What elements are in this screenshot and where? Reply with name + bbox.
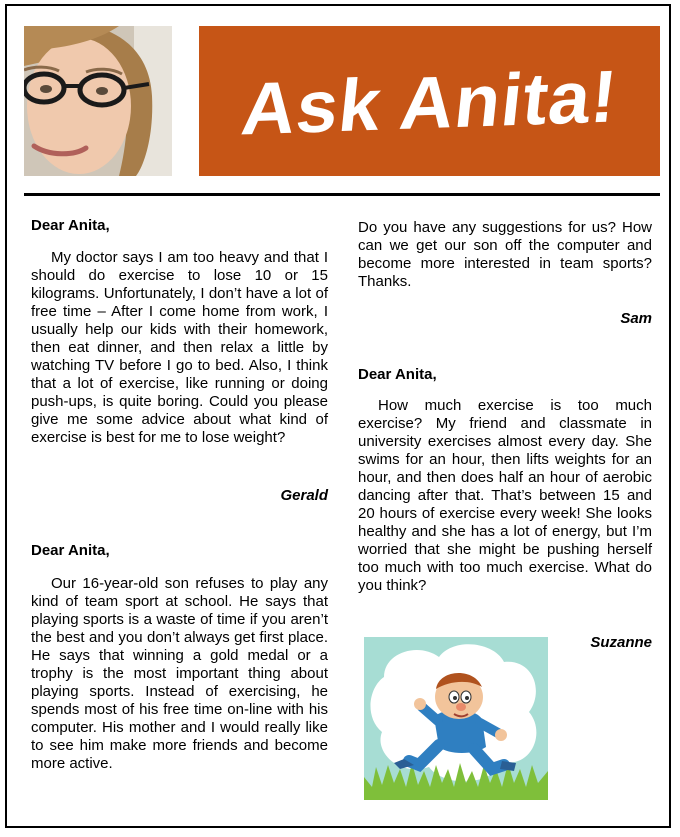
letter-3-body: How much exercise is too much exercise? My friend and classmate in university exercises almost every day. She swims for an hour, then lifts weights for an hour, and then does half an hour of aerobic dancing after that. That’s between 15 and 20 hours of exercise every week! She looks healthy and she has a lot of energy, but I’m worried that she might be pushing herself too much with too much exercise. What do you think?	[358, 397, 652, 594]
letter-3-signature: Suzanne	[590, 634, 652, 651]
running-boy-illustration	[364, 637, 548, 800]
letter-2-signature: Sam	[620, 310, 652, 327]
letter-2-continuation: Do you have any suggestions for us? How can we get our son off the computer and become more interested in team sports? Thanks.	[358, 219, 652, 290]
letter-2-salutation: Dear Anita,	[31, 542, 110, 559]
page-title: Ask Anita!	[237, 54, 622, 150]
title-banner	[199, 26, 660, 176]
letter-1-body-block	[31, 249, 328, 447]
letter-1-body: My doctor says I am too heavy and that I should do exercise to lose 10 or 15 kilograms. Unfortunately, I don’t have a lot of free time – After I come home from work, I usually help our kids with their homework, then eat dinner, and then relax a little by watching TV before I go to bed. Also, I think that a lot of exercise, like running or doing push-ups, is quite boring. Could you please give me some advice about what kind of exercise is best for me to lose weight?	[31, 249, 328, 446]
header-divider	[24, 193, 660, 196]
letter-1-signature: Gerald	[280, 487, 328, 504]
letter-2-body-block	[31, 575, 328, 773]
author-photo	[24, 26, 172, 176]
letter-2-body: Our 16-year-old son refuses to play any kind of team sport at school. He says that playing sports is a waste of time if you aren’t the best and you don’t always get first place. He says that winning a gold medal or a trophy is the most important thing about playing sports. Instead of exercising, he spends most of his free time on-line with his computer. His mother and I would really like to see him make more friends and become more active.	[31, 575, 328, 772]
letter-3-salutation: Dear Anita,	[358, 366, 437, 383]
letter-2-continuation-block	[358, 219, 652, 291]
letter-1-salutation: Dear Anita,	[31, 217, 110, 234]
letter-3-body-block	[358, 397, 652, 595]
